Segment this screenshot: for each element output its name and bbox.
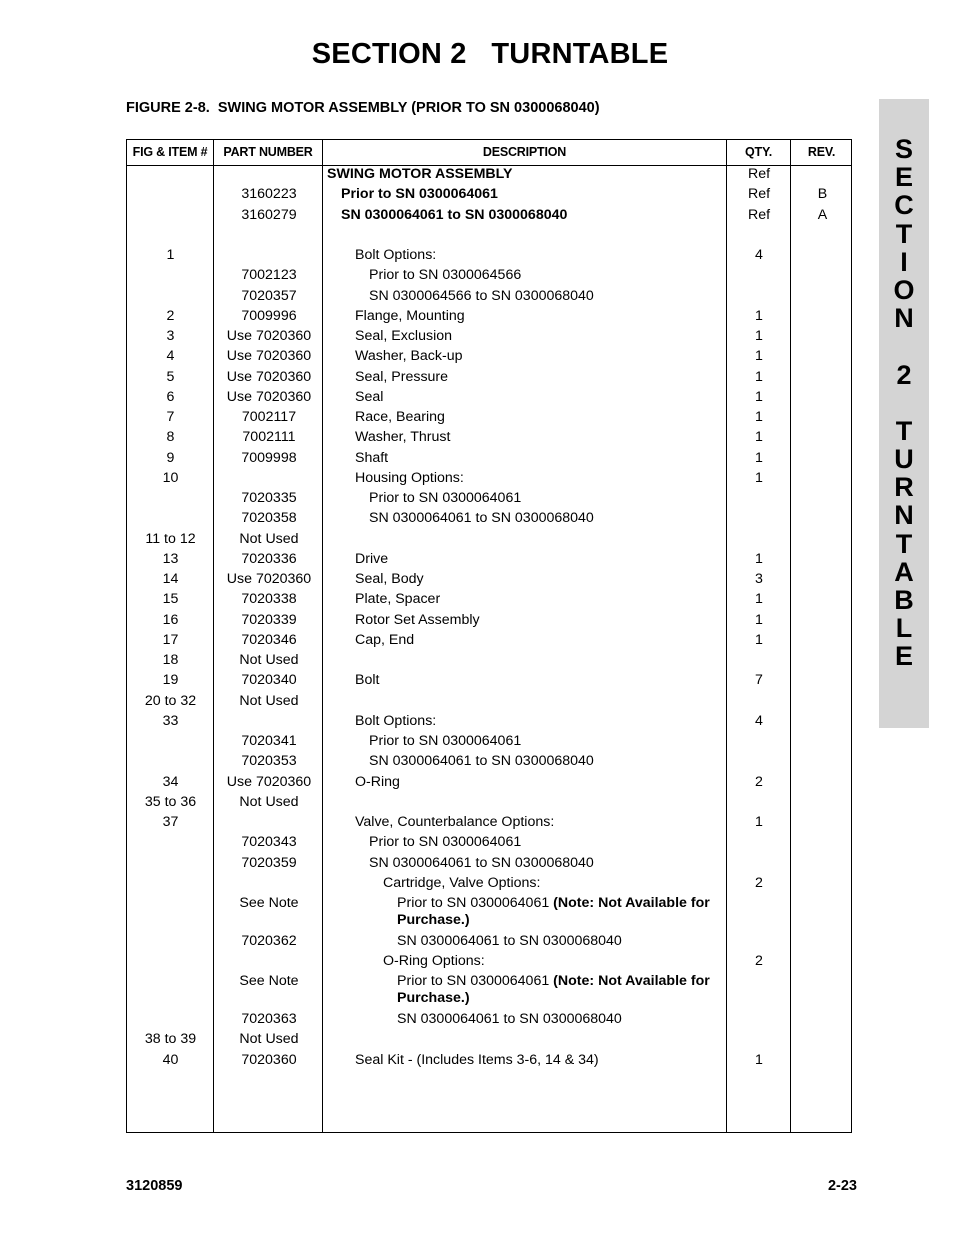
- section-tab-letter: T: [895, 528, 913, 559]
- section-tab-letter: I: [900, 246, 908, 277]
- description-text: Prior to SN 0300064061: [369, 733, 522, 749]
- description-cell: [327, 348, 725, 365]
- fig-item-cell: 6: [166, 388, 175, 405]
- qty-cell: 1: [755, 388, 763, 405]
- fig-item-cell: 33: [162, 712, 179, 729]
- part-number-cell: Use 7020360: [226, 368, 312, 385]
- description-text: Seal Kit - (Includes Items 3-6, 14 & 34): [355, 1051, 599, 1068]
- fig-item-cell: 37: [162, 814, 179, 830]
- part-number-cell: Not Used: [239, 793, 299, 810]
- table-row: [127, 510, 853, 530]
- description-cell: [327, 490, 725, 507]
- description-cell: [327, 166, 725, 183]
- table-row: [127, 693, 853, 713]
- description-text: SN 0300064061 to SN 0300068040: [397, 1011, 622, 1027]
- description-text: SN 0300064061 to SN 0300068040: [369, 854, 594, 871]
- part-number-cell: 7020353: [241, 753, 297, 770]
- part-number-cell: Not Used: [239, 692, 299, 709]
- qty-cell: 1: [755, 348, 763, 365]
- fig-item-cell: 13: [162, 550, 179, 567]
- part-number-cell: 7020336: [241, 550, 297, 567]
- table-row: [127, 308, 853, 328]
- table-row: [127, 794, 853, 814]
- description-text: Washer, Thrust: [355, 429, 451, 446]
- description-cell: [327, 895, 725, 929]
- description-text: Drive: [355, 550, 389, 567]
- table-row: [127, 470, 853, 490]
- section-tab-letter: C: [894, 190, 914, 221]
- description-text: Bolt Options:: [355, 712, 437, 729]
- table-row: [127, 591, 853, 611]
- description-text: Prior to SN 0300064061: [341, 186, 498, 203]
- description-cell: [327, 551, 725, 568]
- part-number-cell: 7020357: [241, 287, 297, 304]
- table-row: [127, 531, 853, 551]
- qty-cell: 3: [755, 571, 763, 587]
- table-row: [127, 953, 853, 973]
- qty-cell: 7: [755, 672, 763, 689]
- section-tab-letter: N: [894, 500, 914, 531]
- description-text: Race, Bearing: [355, 409, 445, 425]
- description-cell: [327, 288, 725, 305]
- part-number-cell: 7009998: [241, 449, 297, 466]
- column-header-part-number: PART NUMBER: [223, 145, 313, 159]
- section-tab-letter: U: [894, 444, 914, 475]
- fig-item-cell: 11 to 12: [145, 530, 196, 547]
- description-text: Prior to SN 0300064061: [369, 834, 522, 851]
- table-row: [127, 774, 853, 794]
- column-header-qty: QTY.: [745, 145, 772, 159]
- parts-table: [126, 139, 852, 1133]
- fig-item-cell: 16: [162, 611, 179, 628]
- table-row: [127, 834, 853, 854]
- description-note: (Note: Not Available for Purchase.): [397, 973, 710, 1007]
- table-row: [127, 450, 853, 470]
- description-cell: [327, 672, 725, 689]
- table-body: [127, 166, 853, 1072]
- description-cell: [327, 450, 725, 467]
- description-cell: [327, 753, 725, 770]
- fig-item-cell: 8: [166, 429, 175, 446]
- part-number-cell: 7020340: [241, 672, 297, 689]
- description-text: Washer, Back-up: [355, 348, 463, 365]
- description-cell: [327, 409, 725, 426]
- part-number-cell: Not Used: [239, 1031, 299, 1048]
- description-cell: [327, 855, 725, 872]
- fig-item-cell: 15: [162, 591, 179, 608]
- description-cell: [327, 571, 725, 588]
- part-number-cell: 7020339: [241, 611, 297, 628]
- description-cell: [327, 632, 725, 649]
- qty-cell: 1: [755, 591, 763, 608]
- description-cell: [327, 733, 725, 750]
- qty-cell: 1: [755, 814, 763, 830]
- description-text: Valve, Counterbalance Options:: [355, 814, 555, 830]
- description-text: Prior to SN 0300064061: [397, 895, 554, 911]
- description-text: Seal, Pressure: [355, 368, 449, 385]
- column-header-description: DESCRIPTION: [482, 145, 567, 159]
- part-number-cell: 3160279: [241, 206, 297, 223]
- table-row: [127, 933, 853, 953]
- qty-cell: 1: [755, 550, 763, 567]
- table-row: [127, 490, 853, 510]
- table-row: [127, 267, 853, 287]
- qty-cell: 1: [755, 469, 763, 486]
- part-number-cell: See Note: [239, 973, 299, 990]
- document-number: 3120859: [126, 1178, 183, 1194]
- description-text: Seal, Exclusion: [355, 328, 452, 344]
- qty-cell: 2: [755, 953, 763, 969]
- part-number-cell: 7002123: [241, 267, 297, 284]
- description-cell: [327, 369, 725, 386]
- description-text: SN 0300064566 to SN 0300068040: [369, 287, 594, 304]
- table-row: [127, 389, 853, 409]
- fig-item-cell: 14: [162, 571, 179, 587]
- fig-item-cell: 3: [166, 328, 175, 344]
- table-row: [127, 672, 853, 692]
- table-row: [127, 612, 853, 632]
- section-tab-letter: T: [895, 415, 913, 446]
- description-text: O-Ring: [355, 773, 400, 790]
- description-note: (Note: Not Available for Purchase.): [397, 895, 710, 928]
- description-text: Prior to SN 0300064061: [369, 490, 522, 506]
- fig-item-cell: 18: [162, 652, 179, 668]
- description-cell: [327, 429, 725, 446]
- qty-cell: 4: [755, 712, 763, 729]
- description-text: Prior to SN 0300064566: [369, 267, 522, 284]
- section-tab-letter: R: [894, 472, 914, 503]
- part-number-cell: 7020362: [241, 932, 297, 949]
- table-row: [127, 429, 853, 449]
- description-cell: [327, 186, 725, 203]
- description-cell: [327, 834, 725, 851]
- description-text: Cartridge, Valve Options:: [383, 874, 541, 891]
- qty-cell: 1: [755, 1051, 763, 1068]
- table-row: [127, 328, 853, 348]
- description-cell: [327, 267, 725, 284]
- column-header-rev: REV.: [807, 145, 836, 159]
- fig-item-cell: 17: [162, 631, 179, 648]
- fig-item-cell: 9: [166, 449, 175, 466]
- table-row: [127, 288, 853, 308]
- page-number: 2-23: [827, 1178, 857, 1194]
- part-number-cell: 7020338: [241, 591, 297, 608]
- part-number-cell: 7020341: [241, 733, 297, 749]
- description-cell: [327, 1011, 725, 1028]
- part-number-cell: 7020358: [241, 510, 297, 527]
- description-text: Bolt: [355, 672, 380, 689]
- description-cell: [327, 933, 725, 950]
- description-cell: [327, 953, 725, 970]
- section-tab-letter: B: [894, 585, 914, 615]
- table-row: [127, 166, 853, 186]
- table-row: [127, 632, 853, 652]
- table-row: [127, 1031, 853, 1051]
- section-tab-letter: N: [894, 303, 914, 334]
- table-row: [127, 973, 853, 1011]
- fig-item-cell: 38 to 39: [144, 1031, 197, 1048]
- description-text: Flange, Mounting: [355, 307, 465, 324]
- description-cell: [327, 591, 725, 608]
- qty-cell: Ref: [747, 186, 771, 203]
- qty-cell: 1: [755, 449, 763, 466]
- part-number-cell: 7002111: [242, 429, 296, 446]
- qty-cell: 2: [755, 773, 763, 790]
- description-cell: [327, 247, 725, 264]
- qty-cell: 1: [755, 368, 763, 385]
- fig-item-cell: 40: [162, 1051, 179, 1068]
- description-text: Seal, Body: [355, 571, 424, 587]
- table-row: [127, 551, 853, 571]
- description-text: Rotor Set Assembly: [355, 611, 480, 628]
- part-number-cell: Use 7020360: [226, 571, 312, 587]
- table-row: [127, 207, 853, 227]
- section-tab-letter: L: [895, 613, 913, 644]
- part-number-cell: 7009996: [241, 307, 297, 324]
- section-tab-letter: 2: [896, 359, 912, 390]
- table-row: [127, 652, 853, 672]
- part-number-cell: 7002117: [241, 409, 297, 425]
- table-row: [127, 855, 853, 875]
- part-number-cell: 7020335: [241, 490, 297, 506]
- fig-item-cell: 4: [166, 348, 175, 365]
- fig-item-cell: 19: [162, 672, 179, 689]
- table-row: [127, 814, 853, 834]
- table-row: [127, 571, 853, 591]
- description-text: Prior to SN 0300064061: [397, 973, 554, 990]
- description-cell: [327, 814, 725, 831]
- fig-item-cell: 34: [162, 773, 179, 790]
- table-row: [127, 409, 853, 429]
- part-number-cell: Use 7020360: [226, 328, 312, 344]
- description-text: Cap, End: [355, 631, 415, 648]
- section-side-tab: [879, 99, 929, 728]
- table-row: [127, 369, 853, 389]
- description-cell: [327, 875, 725, 892]
- part-number-cell: See Note: [239, 895, 299, 911]
- section-tab-letter: S: [894, 134, 913, 164]
- description-text: Bolt Options:: [355, 247, 437, 263]
- part-number-cell: Use 7020360: [226, 348, 312, 365]
- qty-cell: 2: [755, 874, 763, 891]
- part-number-cell: 7020360: [241, 1051, 297, 1068]
- description-text: SN 0300064061 to SN 0300068040: [369, 753, 594, 770]
- section-tab-letter: E: [894, 641, 913, 672]
- table-row: [127, 895, 853, 933]
- part-number-cell: 3160223: [241, 186, 297, 203]
- table-row: [127, 713, 853, 733]
- part-number-cell: 7020346: [241, 631, 297, 648]
- page-title: SECTION 2 TURNTABLE: [311, 38, 669, 70]
- table-row: [127, 753, 853, 773]
- part-number-cell: 7020359: [241, 854, 297, 871]
- fig-item-cell: 2: [166, 307, 175, 324]
- description-cell: [327, 713, 725, 730]
- rev-cell: B: [817, 186, 828, 203]
- section-tab-letters: [879, 135, 929, 671]
- description-cell: [327, 308, 725, 325]
- table-row: [127, 247, 853, 267]
- table-row: [127, 1052, 853, 1072]
- fig-item-cell: 1: [166, 247, 175, 263]
- part-number-cell: 7020343: [241, 834, 297, 851]
- qty-cell: Ref: [747, 166, 771, 182]
- part-number-cell: Not Used: [239, 652, 299, 668]
- part-number-cell: Use 7020360: [226, 773, 312, 790]
- description-text: Plate, Spacer: [355, 591, 441, 608]
- qty-cell: 1: [755, 328, 763, 344]
- description-cell: [327, 389, 725, 406]
- part-number-cell: Use 7020360: [226, 388, 312, 405]
- qty-cell: 1: [755, 307, 763, 324]
- table-row: [127, 733, 853, 753]
- description-cell: [327, 470, 725, 487]
- qty-cell: 1: [755, 429, 763, 446]
- description-text: Seal: [355, 388, 384, 405]
- description-cell: [327, 774, 725, 791]
- qty-cell: Ref: [747, 206, 771, 223]
- description-text: SN 0300064061 to SN 0300068040: [341, 206, 568, 223]
- table-row: [127, 1011, 853, 1031]
- fig-item-cell: 7: [166, 409, 175, 425]
- description-cell: [327, 510, 725, 527]
- fig-item-cell: 20 to 32: [144, 692, 197, 709]
- description-text: SN 0300064061 to SN 0300068040: [369, 510, 594, 527]
- section-tab-letter: O: [893, 274, 915, 305]
- qty-cell: 1: [755, 611, 763, 628]
- description-text: SWING MOTOR ASSEMBLY: [327, 166, 513, 182]
- description-text: SN 0300064061 to SN 0300068040: [397, 932, 622, 949]
- table-row: [127, 348, 853, 368]
- description-cell: [327, 612, 725, 629]
- qty-cell: 1: [755, 631, 763, 648]
- fig-item-cell: 10: [162, 469, 179, 486]
- fig-item-cell: 35 to 36: [144, 793, 197, 810]
- description-cell: [327, 973, 725, 1007]
- qty-cell: 1: [755, 409, 763, 425]
- section-tab-letter: A: [894, 556, 914, 587]
- description-text: Shaft: [355, 449, 389, 466]
- table-row: [127, 875, 853, 895]
- part-number-cell: 7020363: [241, 1011, 297, 1027]
- table-row: [127, 186, 853, 206]
- description-text: O-Ring Options:: [383, 953, 485, 969]
- description-cell: [327, 207, 725, 224]
- fig-item-cell: 5: [166, 368, 175, 385]
- part-number-cell: Not Used: [239, 530, 299, 547]
- figure-title: FIGURE 2-8. SWING MOTOR ASSEMBLY (PRIOR TO SN 0300068040): [126, 100, 600, 116]
- description-cell: [327, 328, 725, 345]
- section-tab-letter: E: [894, 162, 913, 193]
- section-tab-letter: T: [895, 218, 913, 249]
- column-header-fig-item: FIG & ITEM #: [132, 145, 208, 159]
- rev-cell: A: [817, 206, 828, 223]
- table-row: [127, 227, 853, 247]
- description-text: Housing Options:: [355, 469, 464, 486]
- description-cell: [327, 1052, 725, 1069]
- qty-cell: 4: [755, 247, 763, 263]
